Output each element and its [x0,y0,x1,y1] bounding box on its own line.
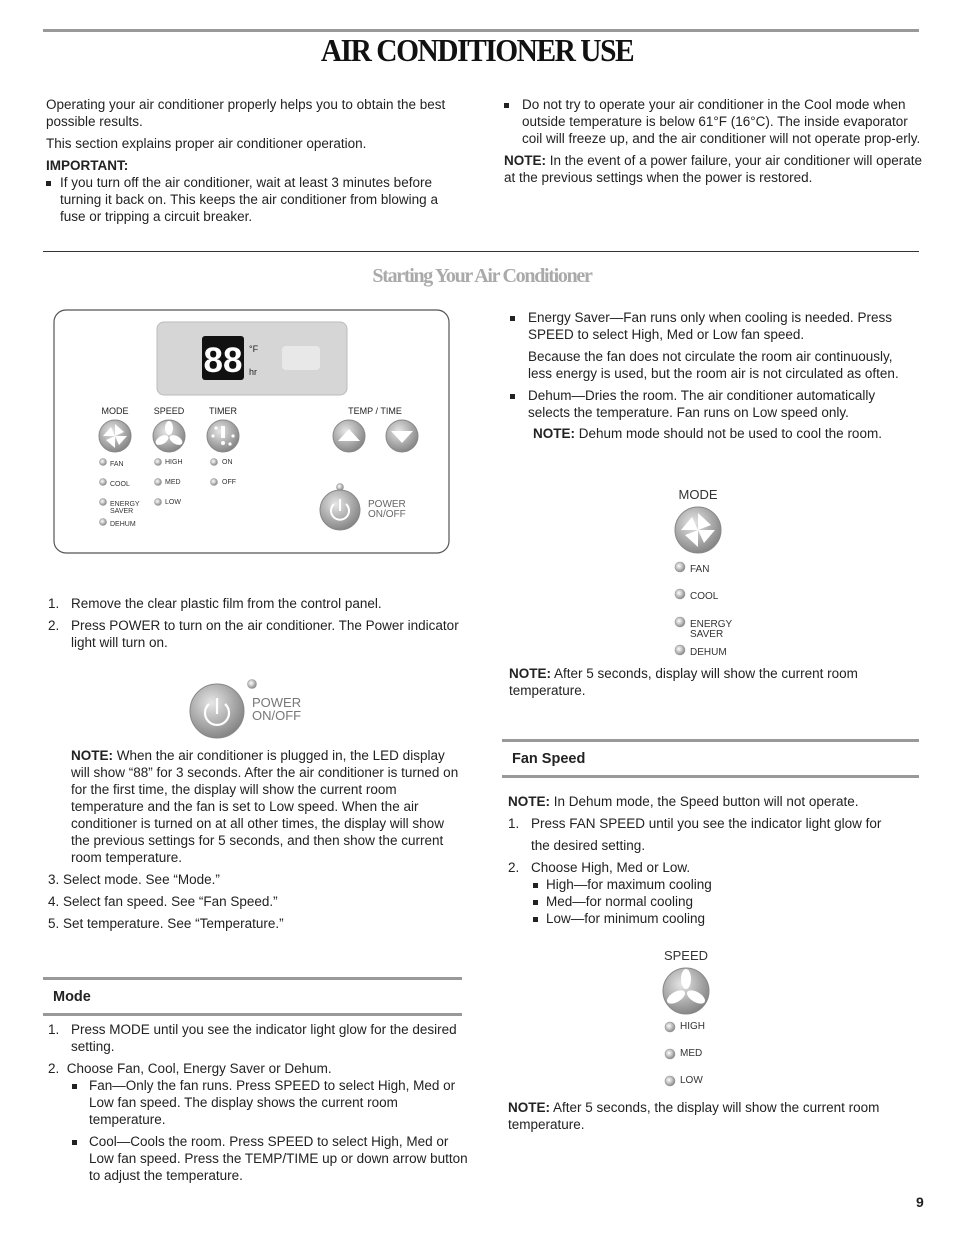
saver-label: SAVER [690,629,724,640]
low-label: LOW [165,499,181,506]
note-text: After 5 seconds, display will show the current room temperature. [509,666,858,698]
fan-step-2: 2. Choose High, Med or Low. [508,860,691,875]
power-label: POWER [368,499,406,510]
page-number: 9 [916,1194,924,1210]
fan-speed-section-header [502,739,919,778]
energy-label: ENERGY [690,619,733,630]
dehum-label: DEHUM [690,647,727,658]
step-2-text: Press POWER to turn on the air conditioner. The Power indicator light will turn on. [71,618,459,650]
low-label: LOW [680,1075,703,1086]
high-label: HIGH [680,1021,705,1032]
fan-step-1-text: Press FAN SPEED until you see the indicator light glow for [531,816,882,831]
high-bullet: High—for maximum cooling [533,876,918,893]
step-5: 5. Set temperature. See “Temperature.” [48,916,284,931]
led-timer-on [211,459,218,466]
note-label: NOTE: [508,1100,550,1115]
led-med [665,1049,675,1059]
power-led [248,680,257,689]
power-button-illustration [185,676,315,740]
cool-mode-warning: Do not try to operate your air conditioner in the Cool mode when outside temperature is below 61°F (16°C). The inside evaporator coil will freeze up, and the air conditioner will not operate prop-erly. [504,96,926,147]
note-label: NOTE: [504,153,546,168]
step-1: 1. Remove the clear plastic film from the control panel. [48,596,382,611]
dehum-label: DEHUM [110,521,136,528]
note-label: NOTE: [509,666,551,681]
led-energy-saver [100,499,107,506]
intro-paragraph-1: Operating your air conditioner properly helps you to obtain the best possible results. [46,97,446,129]
dehum-note [510,425,915,442]
mode-label: MODE [678,487,718,502]
page-title: AIR CONDITIONER USE [320,32,634,68]
fan-step-2-text: Choose High, Med or Low. [531,860,691,875]
led-fan [675,562,685,572]
speed-button-illustration [658,945,738,1090]
fan-label: FAN [110,461,124,468]
energy-label: ENERGY [110,501,140,508]
speed-label: SPEED [663,948,709,963]
led-power [337,484,344,491]
fan-speed-content [508,793,918,927]
on-off-label: ON/OFF [252,708,302,723]
intro-left [46,96,466,225]
note-label: NOTE: [508,794,550,809]
note-text: When the air conditioner is plugged in, the LED display will show “88” for 3 seconds. After the air conditioner is turned on for the first time, the display will show the current room temperature and the fan is set to Low speed. When the air conditioner is turned on at all other times, the display will show the previous settings for 5 seconds, and then show the current room temperature. [71,748,459,865]
starting-note-block [48,747,464,932]
saver-label: SAVER [110,508,134,515]
temp-time-label: TEMP / TIME [348,406,402,416]
step-4: 4. Select fan speed. See “Fan Speed.” [48,894,278,909]
fan-step-1-cont: the desired setting. [531,838,646,853]
note-text: After 5 seconds, the display will show the current room temperature. [508,1100,880,1132]
mode-steps [48,1021,468,1184]
med-label: MED [165,479,181,486]
mode-continued [510,309,915,442]
mode-step-1: 1. Press MODE until you see the indicator light glow for the desired setting. [48,1022,457,1054]
cool-label: COOL [110,481,130,488]
mode-section-header [43,977,462,1016]
mode-heading: Mode [53,989,91,1005]
speed-label: SPEED [153,406,185,416]
off-label: OFF [222,479,236,486]
dehum-bullet: Dehum—Dries the room. The air conditioner automatically selects the temperature. Fan runs on Low speed only. [510,387,915,421]
note-label: NOTE: [71,748,113,763]
section-divider [43,251,919,252]
mode-step-2-text: Choose Fan, Cool, Energy Saver or Dehum. [66,1061,332,1076]
led-timer-off [211,479,218,486]
cool-label: COOL [690,591,719,602]
starting-steps [48,595,468,651]
mode-step-1-text: Press MODE until you see the indicator light glow for the desired setting. [71,1022,457,1054]
mode-after-note [509,665,909,699]
cool-bullet: Cool—Cools the room. Press SPEED to select High, Med or Low fan speed. Press the TEMP/TIME up or down arrow button to adjust the temperature. [72,1133,468,1184]
power-failure-note [504,152,926,186]
step-1-text: Remove the clear plastic film from the control panel. [71,596,382,611]
led-low [665,1076,675,1086]
high-label: HIGH [165,459,183,466]
mode-step-2: 2. Choose Fan, Cool, Energy Saver or Dehum. [48,1061,332,1076]
control-panel-illustration [53,309,451,555]
on-label: ON [222,459,233,466]
med-label: MED [680,1048,703,1059]
unit-hr-label: hr [249,367,258,377]
led-med [155,479,162,486]
led-high [665,1022,675,1032]
led-fan [100,459,107,466]
step-3: 3. Select mode. See “Mode.” [48,872,220,887]
led-dehum [100,519,107,526]
energy-saver-paragraph: Because the fan does not circulate the room air continuously, less energy is used, but the room air is not circulated as often. [528,349,899,381]
low-bullet: Low—for minimum cooling [533,910,918,927]
note-text: In Dehum mode, the Speed button will not operate. [553,794,859,809]
mode-button-illustration [668,484,758,662]
power-label: POWER [252,695,302,710]
note-text: Dehum mode should not be used to cool the room. [578,426,882,441]
energy-saver-bullet: Energy Saver—Fan runs only when cooling is needed. Press SPEED to select High, Med or Low fan speed. [510,309,915,343]
led-cool [675,589,685,599]
display-digits: 88 [203,341,243,380]
fan-speed-heading: Fan Speed [512,751,586,767]
important-label: IMPORTANT: [46,158,129,173]
on-off-label: ON/OFF [368,509,406,520]
led-energy-saver [675,617,685,627]
led-dehum [675,645,685,655]
dehum-speed-note [508,793,918,810]
mode-label: MODE [101,406,129,416]
led-note [71,747,464,866]
timer-label: TIMER [209,406,237,416]
step-2: 2. Press POWER to turn on the air conditioner. The Power indicator light will turn on. [48,618,459,650]
med-bullet: Med—for normal cooling [533,893,918,910]
important-bullet: If you turn off the air conditioner, wait at least 3 minutes before turning it back on. This keeps the air conditioner from blowing a fuse or tripping a circuit breaker. [46,174,466,225]
led-low [155,499,162,506]
fan-bullet: Fan—Only the fan runs. Press SPEED to select High, Med or Low fan speed. The display shows the current room temperature. [72,1077,468,1128]
fan-after-note [508,1099,918,1133]
led-high [155,459,162,466]
fan-label: FAN [690,564,710,575]
note-label: NOTE: [533,426,575,441]
intro-right [504,96,926,186]
section-heading-starting: Starting Your Air Conditioner [372,265,592,287]
note-text: In the event of a power failure, your air conditioner will operate at the previous settings when the power is restored. [504,153,922,185]
fan-step-1: 1. Press FAN SPEED until you see the indicator light glow for [508,816,882,831]
unit-f-label: °F [249,344,259,354]
intro-paragraph-2: This section explains proper air conditioner operation. [46,136,367,151]
led-cool [100,479,107,486]
